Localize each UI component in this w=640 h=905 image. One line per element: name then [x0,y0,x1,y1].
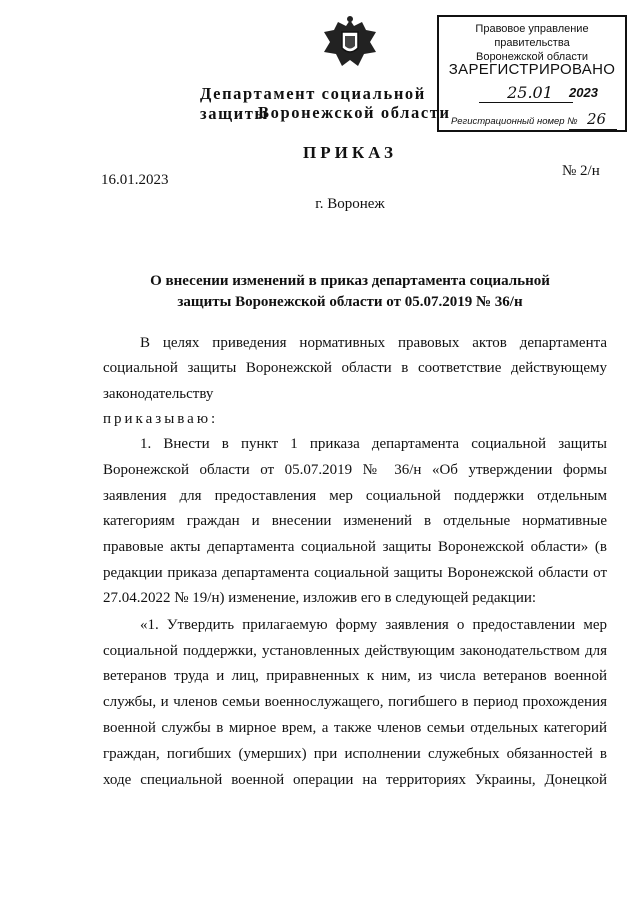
stamp-reg-underline [569,129,617,130]
stamp-year: 2023 [569,85,598,100]
stamp-reg-label: Регистрационный номер № [451,116,578,127]
stamp-reg-number: 26 [587,110,607,128]
body-line: заявления для предоставления мер социальной поддержки отдельным [103,488,607,504]
body-line: ходе специальной военной операции на территориях Украины, Донецкой [103,772,607,788]
body-line-directive: приказываю: [103,411,219,427]
body-line: ветеранов труда и лиц, приравненных к ним, из числа ветеранов военной [103,668,607,684]
body-line: 1. Внести в пункт 1 приказа департамента социальной защиты [140,436,607,452]
stamp-authority [439,22,625,64]
body-line: социальной поддержки, установленных действующим законодательством для [103,643,607,659]
body-line: 27.04.2022 № 19/н) изменение, изложив его в следующей редакции: [103,590,537,606]
heading-line1: О внесении изменений в приказ департамента социальной [150,273,550,289]
department-name-line1: Департамент социальной защиты [200,84,426,123]
body-line: «1. Утвердить прилагаемую форму заявления о предоставлении мер [140,617,607,633]
body-line: редакции приказа департамента социальной защиты Воронежской области от [103,565,607,581]
heading-line2: защиты Воронежской области от 05.07.2019 № 36/н [177,294,523,310]
coat-of-arms-emblem [318,14,382,74]
registration-stamp [437,15,627,132]
body-line: В целях приведения нормативных правовых актов департамента [140,335,607,351]
order-heading [140,271,560,313]
body-line: законодательству [103,386,214,402]
body-line: социальной защиты Воронежской области в соответствие действующему [103,360,607,376]
body-line: службы, и членов семьи военнослужащего, погибшего в период прохождения [103,694,607,710]
body-line: категориям граждан и внесении изменений в отдельные нормативные [103,513,607,529]
order-date: 16.01.2023 [101,172,169,188]
department-name-line2: Воронежской области [258,103,451,122]
stamp-date-underline [479,102,573,103]
body-line: Воронежской области от 05.07.2019 № 36/н «Об утверждении формы [103,462,607,478]
order-number: № 2/н [562,163,600,179]
stamp-line2: Воронежской области [475,51,588,63]
body-line: военной службы в мирное врем, а также членов семьи отдельных категорий [103,720,607,736]
document-title: ПРИКАЗ [303,143,397,162]
stamp-line1: Правовое управление правительства [475,23,589,49]
body-line: граждан, погибших (умерших) при исполнении служебных обязанностей в [103,746,607,762]
stamp-registered: ЗАРЕГИСТРИРОВАНО [448,61,616,78]
stamp-date: 25.01 [507,83,553,102]
body-line: правовые акты департамента социальной защиты Воронежской области» (в [103,539,607,555]
order-city: г. Воронеж [315,196,385,212]
